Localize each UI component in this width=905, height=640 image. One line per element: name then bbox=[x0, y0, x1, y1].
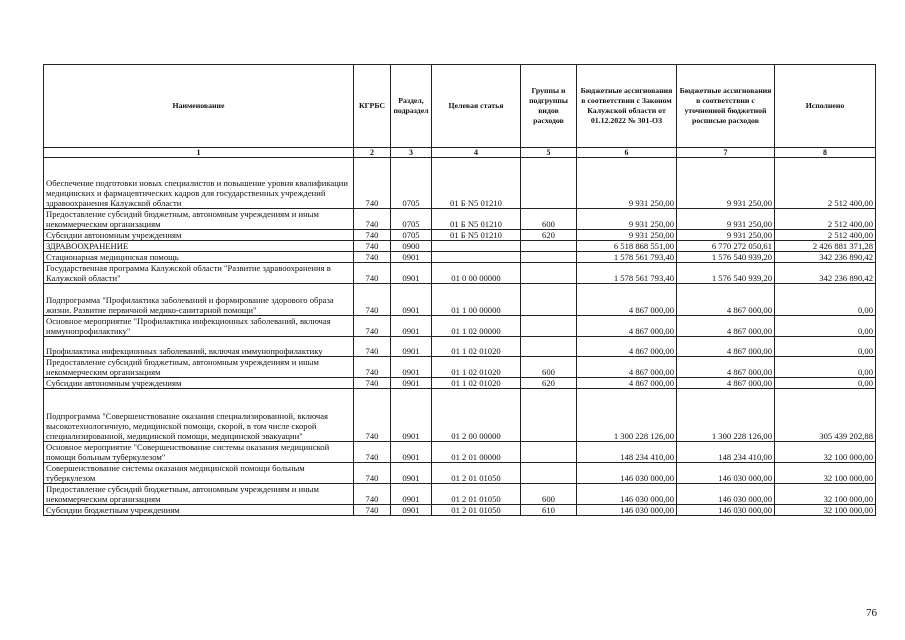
row-group: 600 bbox=[521, 209, 577, 230]
header-article: Целевая статья bbox=[432, 65, 521, 148]
row-group bbox=[521, 316, 577, 337]
row-article: 01 2 01 00000 bbox=[432, 442, 521, 463]
table-row bbox=[44, 230, 876, 241]
row-name: Обеспечение подготовки новых специалистов и повышение уровня квалификации медицинских и фармацевтических кадров для государственных учреждений здравоохранения Калужской области bbox=[44, 158, 354, 209]
table-row bbox=[44, 357, 876, 378]
table-row bbox=[44, 505, 876, 516]
row-executed: 2 512 400,00 bbox=[775, 158, 876, 209]
table-row bbox=[44, 378, 876, 389]
row-article: 01 1 02 00000 bbox=[432, 316, 521, 337]
row-budget-refined: 9 931 250,00 bbox=[677, 158, 775, 209]
row-article: 01 2 00 00000 bbox=[432, 389, 521, 442]
row-executed: 2 426 881 371,28 bbox=[775, 241, 876, 252]
row-budget-refined: 4 867 000,00 bbox=[677, 316, 775, 337]
row-group bbox=[521, 263, 577, 284]
row-kgrbs: 740 bbox=[354, 252, 391, 263]
row-name: ЗДРАВООХРАНЕНИЕ bbox=[44, 241, 354, 252]
row-budget-refined: 146 030 000,00 bbox=[677, 484, 775, 505]
row-kgrbs: 740 bbox=[354, 241, 391, 252]
row-kgrbs: 740 bbox=[354, 230, 391, 241]
row-budget-law: 148 234 410,00 bbox=[577, 442, 677, 463]
row-kgrbs: 740 bbox=[354, 505, 391, 516]
row-section: 0901 bbox=[391, 284, 432, 316]
row-name: Субсидии бюджетным учреждениям bbox=[44, 505, 354, 516]
row-section: 0901 bbox=[391, 484, 432, 505]
column-number: 1 bbox=[44, 148, 354, 158]
table-row bbox=[44, 484, 876, 505]
row-kgrbs: 740 bbox=[354, 337, 391, 357]
row-executed: 0,00 bbox=[775, 316, 876, 337]
header-row bbox=[44, 65, 876, 148]
row-article: 01 2 01 01050 bbox=[432, 484, 521, 505]
row-group: 600 bbox=[521, 484, 577, 505]
row-section: 0901 bbox=[391, 263, 432, 284]
row-group: 620 bbox=[521, 378, 577, 389]
row-budget-refined: 148 234 410,00 bbox=[677, 442, 775, 463]
row-group bbox=[521, 284, 577, 316]
column-number: 5 bbox=[521, 148, 577, 158]
row-budget-refined: 146 030 000,00 bbox=[677, 505, 775, 516]
table-row bbox=[44, 263, 876, 284]
table-row bbox=[44, 337, 876, 357]
row-article: 01 Б N5 01210 bbox=[432, 209, 521, 230]
row-name: Субсидии автономным учреждениям bbox=[44, 378, 354, 389]
header-budget-law: Бюджетные ассигнования в соответствии с Законом Калужской области от 01.12.2022 № 301-ОЗ bbox=[577, 65, 677, 148]
row-budget-law: 9 931 250,00 bbox=[577, 158, 677, 209]
row-executed: 0,00 bbox=[775, 378, 876, 389]
row-group bbox=[521, 389, 577, 442]
row-name: Государственная программа Калужской области "Развитие здравоохранения в Калужской области" bbox=[44, 263, 354, 284]
row-budget-law: 1 300 228 126,00 bbox=[577, 389, 677, 442]
row-executed: 32 100 000,00 bbox=[775, 463, 876, 484]
row-budget-law: 4 867 000,00 bbox=[577, 378, 677, 389]
row-executed: 32 100 000,00 bbox=[775, 505, 876, 516]
row-section: 0900 bbox=[391, 241, 432, 252]
row-kgrbs: 740 bbox=[354, 284, 391, 316]
row-executed: 0,00 bbox=[775, 284, 876, 316]
row-group bbox=[521, 337, 577, 357]
row-budget-refined: 9 931 250,00 bbox=[677, 209, 775, 230]
table-row bbox=[44, 209, 876, 230]
row-kgrbs: 740 bbox=[354, 357, 391, 378]
row-article: 01 Б N5 01210 bbox=[432, 158, 521, 209]
row-section: 0901 bbox=[391, 463, 432, 484]
column-number: 7 bbox=[677, 148, 775, 158]
row-executed: 32 100 000,00 bbox=[775, 442, 876, 463]
row-budget-refined: 146 030 000,00 bbox=[677, 463, 775, 484]
header-kgrbs: КГРБС bbox=[354, 65, 391, 148]
table-row bbox=[44, 241, 876, 252]
row-group: 610 bbox=[521, 505, 577, 516]
row-section: 0901 bbox=[391, 357, 432, 378]
row-executed: 2 512 400,00 bbox=[775, 230, 876, 241]
table-row bbox=[44, 463, 876, 484]
row-group: 620 bbox=[521, 230, 577, 241]
row-section: 0705 bbox=[391, 158, 432, 209]
row-group bbox=[521, 158, 577, 209]
row-name: Предоставление субсидий бюджетным, автономным учреждениям и иным некоммерческим организациям bbox=[44, 209, 354, 230]
row-budget-law: 1 578 561 793,40 bbox=[577, 263, 677, 284]
row-budget-refined: 9 931 250,00 bbox=[677, 230, 775, 241]
row-executed: 342 236 890,42 bbox=[775, 252, 876, 263]
row-article: 01 1 02 01020 bbox=[432, 378, 521, 389]
row-kgrbs: 740 bbox=[354, 316, 391, 337]
row-executed: 0,00 bbox=[775, 337, 876, 357]
table-row bbox=[44, 316, 876, 337]
row-kgrbs: 740 bbox=[354, 263, 391, 284]
row-name: Предоставление субсидий бюджетным, автономным учреждениям и иным некоммерческим организациям bbox=[44, 357, 354, 378]
row-budget-law: 9 931 250,00 bbox=[577, 209, 677, 230]
row-executed: 2 512 400,00 bbox=[775, 209, 876, 230]
row-budget-refined: 4 867 000,00 bbox=[677, 337, 775, 357]
row-budget-law: 146 030 000,00 bbox=[577, 463, 677, 484]
row-name: Предоставление субсидий бюджетным, автономным учреждениям и иным некоммерческим организациям bbox=[44, 484, 354, 505]
row-budget-refined: 4 867 000,00 bbox=[677, 357, 775, 378]
row-article: 01 1 00 00000 bbox=[432, 284, 521, 316]
row-budget-refined: 6 770 272 050,61 bbox=[677, 241, 775, 252]
row-article: 01 2 01 01050 bbox=[432, 463, 521, 484]
row-budget-law: 6 518 868 551,00 bbox=[577, 241, 677, 252]
row-executed: 32 100 000,00 bbox=[775, 484, 876, 505]
header-groups: Группы и подгруппы видов расходов bbox=[521, 65, 577, 148]
row-executed: 342 236 890,42 bbox=[775, 263, 876, 284]
row-budget-law: 146 030 000,00 bbox=[577, 484, 677, 505]
table-row bbox=[44, 252, 876, 263]
row-budget-refined: 1 300 228 126,00 bbox=[677, 389, 775, 442]
row-budget-law: 1 578 561 793,40 bbox=[577, 252, 677, 263]
row-name: Стационарная медицинская помощь bbox=[44, 252, 354, 263]
page-number: 76 bbox=[866, 607, 877, 619]
row-kgrbs: 740 bbox=[354, 209, 391, 230]
row-budget-law: 9 931 250,00 bbox=[577, 230, 677, 241]
row-name: Профилактика инфекционных заболеваний, включая иммунопрофилактику bbox=[44, 337, 354, 357]
row-article bbox=[432, 241, 521, 252]
row-kgrbs: 740 bbox=[354, 158, 391, 209]
header-name: Наименование bbox=[44, 65, 354, 148]
row-section: 0901 bbox=[391, 442, 432, 463]
row-kgrbs: 740 bbox=[354, 389, 391, 442]
row-kgrbs: 740 bbox=[354, 463, 391, 484]
row-name: Основное мероприятие "Профилактика инфекционных заболеваний, включая иммунопрофилактику" bbox=[44, 316, 354, 337]
row-budget-refined: 4 867 000,00 bbox=[677, 378, 775, 389]
row-budget-refined: 1 576 540 939,20 bbox=[677, 263, 775, 284]
row-budget-law: 4 867 000,00 bbox=[577, 284, 677, 316]
table-row bbox=[44, 158, 876, 209]
row-section: 0901 bbox=[391, 389, 432, 442]
row-kgrbs: 740 bbox=[354, 378, 391, 389]
budget-execution-table bbox=[43, 64, 876, 516]
row-budget-refined: 1 576 540 939,20 bbox=[677, 252, 775, 263]
row-name: Совершенствование системы оказания медицинской помощи больным туберкулезом bbox=[44, 463, 354, 484]
row-executed: 305 439 202,88 bbox=[775, 389, 876, 442]
table-row bbox=[44, 284, 876, 316]
header-budget-refined: Бюджетные ассигнования в соответствии с уточненной бюджетной росписью расходов bbox=[677, 65, 775, 148]
row-budget-law: 4 867 000,00 bbox=[577, 316, 677, 337]
column-number: 6 bbox=[577, 148, 677, 158]
table-body bbox=[44, 158, 876, 516]
row-budget-refined: 4 867 000,00 bbox=[677, 284, 775, 316]
row-budget-law: 146 030 000,00 bbox=[577, 505, 677, 516]
row-article: 01 0 00 00000 bbox=[432, 263, 521, 284]
row-group bbox=[521, 241, 577, 252]
row-article: 01 Б N5 01210 bbox=[432, 230, 521, 241]
column-number: 2 bbox=[354, 148, 391, 158]
column-number: 8 bbox=[775, 148, 876, 158]
row-section: 0705 bbox=[391, 209, 432, 230]
budget-table-container bbox=[43, 64, 875, 516]
row-article: 01 2 01 01050 bbox=[432, 505, 521, 516]
row-kgrbs: 740 bbox=[354, 484, 391, 505]
header-executed: Исполнено bbox=[775, 65, 876, 148]
row-section: 0901 bbox=[391, 252, 432, 263]
row-section: 0901 bbox=[391, 378, 432, 389]
row-kgrbs: 740 bbox=[354, 442, 391, 463]
row-article: 01 1 02 01020 bbox=[432, 337, 521, 357]
header-section: Раздел, подраздел bbox=[391, 65, 432, 148]
row-budget-law: 4 867 000,00 bbox=[577, 357, 677, 378]
row-section: 0901 bbox=[391, 505, 432, 516]
row-section: 0901 bbox=[391, 337, 432, 357]
row-group: 600 bbox=[521, 357, 577, 378]
row-section: 0705 bbox=[391, 230, 432, 241]
row-group bbox=[521, 463, 577, 484]
row-executed: 0,00 bbox=[775, 357, 876, 378]
column-number: 4 bbox=[432, 148, 521, 158]
row-group bbox=[521, 442, 577, 463]
row-article: 01 1 02 01020 bbox=[432, 357, 521, 378]
row-name: Подпрограмма "Совершенствование оказания специализированной, включая высокотехнологичную, медицинской помощи, скорой, в том числе скорой специализированной, медицинской помощи, медицинской эвакуации" bbox=[44, 389, 354, 442]
column-number-row bbox=[44, 148, 876, 158]
row-section: 0901 bbox=[391, 316, 432, 337]
row-group bbox=[521, 252, 577, 263]
row-budget-law: 4 867 000,00 bbox=[577, 337, 677, 357]
row-name: Основное мероприятие "Совершенствование системы оказания медицинской помощи больным туберкулезом" bbox=[44, 442, 354, 463]
column-number: 3 bbox=[391, 148, 432, 158]
row-name: Субсидии автономным учреждениям bbox=[44, 230, 354, 241]
row-article bbox=[432, 252, 521, 263]
table-row bbox=[44, 389, 876, 442]
table-row bbox=[44, 442, 876, 463]
row-name: Подпрограмма "Профилактика заболеваний и формирование здорового образа жизни. Развитие первичной медико-санитарной помощи" bbox=[44, 284, 354, 316]
